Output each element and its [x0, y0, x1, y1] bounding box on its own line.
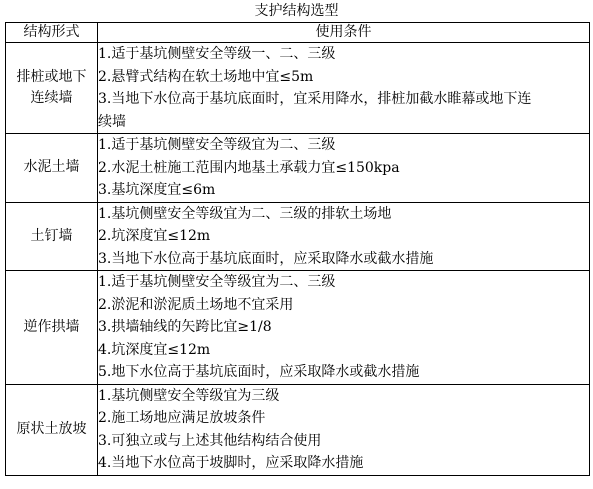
table-row [6, 134, 590, 203]
structure-type-cell [6, 134, 98, 203]
structure-type-label: 原状土放坡 [16, 421, 87, 437]
conditions-cell [98, 384, 590, 475]
structure-type-label: 逆作拱墙 [23, 318, 80, 335]
structure-type-label: 排桩或地下 [16, 69, 87, 85]
condition-item: 续墙 [98, 113, 126, 130]
condition-item: 1.基坑侧壁安全等级宜为二、三级的排软土场地 [98, 205, 392, 222]
condition-item: 3.可独立或与上述其他结构结合使用 [98, 432, 322, 449]
condition-item: 1.适于基坑侧壁安全等级宜为二、三级 [98, 137, 336, 153]
table-row [6, 43, 590, 134]
condition-item: 1.基坑侧壁安全等级宜为三级 [98, 387, 280, 404]
condition-item: 2.坑深度宜≤12m [98, 228, 211, 244]
table-row [6, 271, 590, 385]
condition-item: 5.地下水位高于基坑底面时，应采取降水或截水措施 [98, 364, 420, 380]
structure-type-cell [6, 202, 98, 271]
condition-item: 2.悬臂式结构在软土场地中宜≤5m [98, 68, 314, 85]
support-structure-table [5, 22, 590, 476]
structure-type-label: 土钉墙 [30, 227, 73, 244]
condition-item: 2.淤泥和淤泥质土场地不宜采用 [98, 296, 294, 313]
structure-type-label: 连续墙 [30, 90, 73, 106]
condition-item: 4.坑深度宜≤12m [98, 341, 211, 358]
header-structure-type: 结构形式 [6, 23, 98, 43]
conditions-cell [98, 271, 590, 385]
structure-type-cell [6, 43, 98, 134]
header-conditions: 使用条件 [98, 23, 590, 43]
table-body [6, 43, 590, 476]
structure-type-label: 水泥土墙 [23, 159, 80, 176]
condition-item: 3.当地下水位高于基坑底面时，应采取降水或截水措施 [98, 250, 434, 267]
condition-item: 4.当地下水位高于坡脚时，应采取降水措施 [98, 455, 364, 471]
condition-item: 2.水泥土桩施工范围内地基土承载力宜≤150kpa [98, 159, 400, 176]
conditions-cell [98, 43, 590, 134]
condition-item: 1.适于基坑侧壁安全等级一、二、三级 [98, 46, 336, 62]
condition-item: 3.当地下水位高于基坑底面时，宜采用降水，排桩加截水睢幕或地下连 [98, 91, 532, 107]
condition-item: 2.施工场地应满足放坡条件 [98, 410, 266, 426]
condition-item: 3.基坑深度宜≤6m [98, 182, 216, 198]
condition-item: 3.拱墙轴线的矢跨比宜≥1/8 [98, 319, 272, 335]
structure-type-cell [6, 384, 98, 475]
conditions-cell [98, 202, 590, 271]
conditions-cell [98, 134, 590, 203]
table-caption: 支护结构选型 [254, 3, 339, 19]
table-row [6, 202, 590, 271]
condition-item: 1.适于基坑侧壁安全等级宜为二、三级 [98, 274, 336, 290]
structure-type-cell [6, 271, 98, 385]
header-row [6, 23, 590, 43]
table-row [6, 384, 590, 475]
